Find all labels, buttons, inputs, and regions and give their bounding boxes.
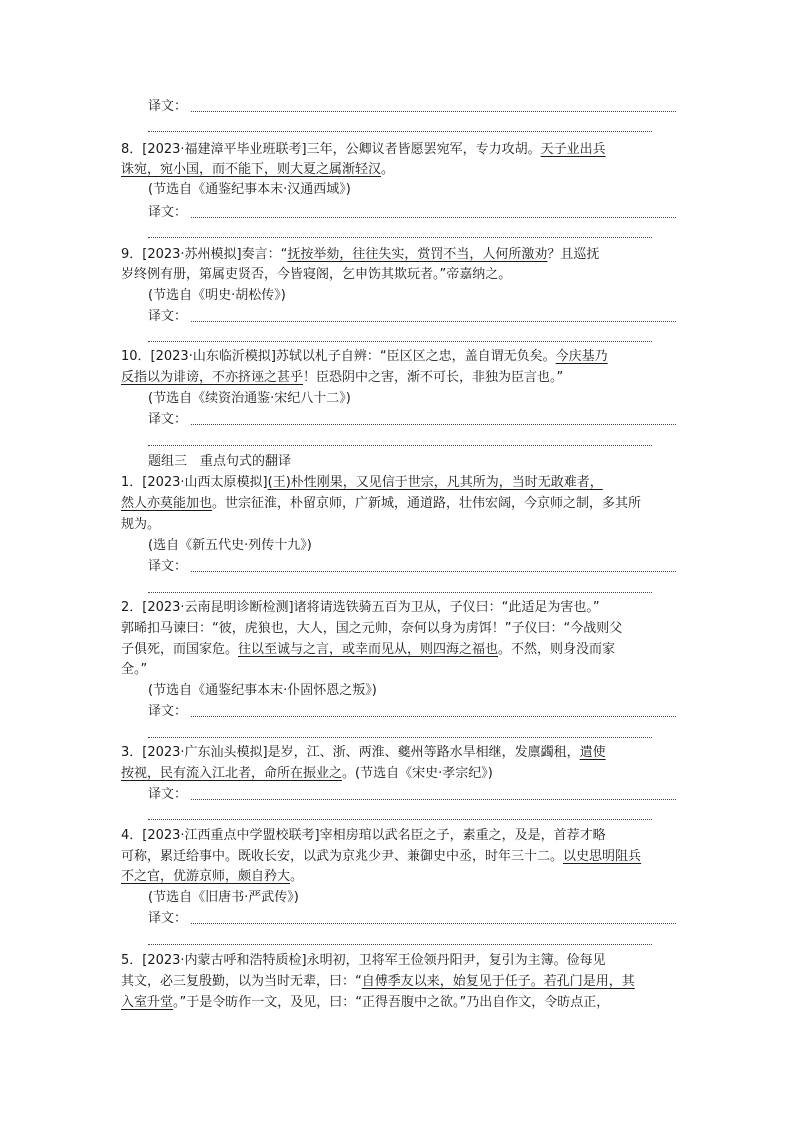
translation-label: 译文：: [148, 911, 188, 926]
s3-line-2: 按视，民有流入江北者，命所在振业之。(节选自《宋史·孝宗纪》): [121, 766, 493, 781]
underlined-sentence: 然人亦莫能加也: [121, 496, 213, 511]
answer-dotted-line: [148, 944, 652, 945]
s4-source: (节选自《旧唐书·严武传》): [148, 890, 299, 905]
q9-line-2: 岁终例有册，第属吏贤否，今皆寝阁，乞申饬其欺玩者。”帝嘉纳之。: [121, 267, 512, 282]
underlined-sentence: (王)朴性刚果，又见信于世宗，凡其所为，当时无敢难者，: [267, 475, 603, 490]
translation-label: 译文：: [148, 559, 188, 574]
translation-line: [148, 307, 676, 327]
answer-dotted-line: [148, 131, 652, 132]
translation-label: 译文：: [148, 787, 188, 802]
translation-line: [148, 785, 676, 805]
q9-line-1: 9．[2023·苏州模拟]奏言：“抚按举劾，往往失实，赏罚不当，人何所激劝？且巡抚: [121, 247, 600, 262]
translation-line: [148, 702, 676, 722]
underlined-sentence: 天子业出兵: [540, 142, 606, 157]
s4-line-2: 可称，累迁给事中。既收长安，以武为京兆少尹、兼御史中丞，时年三十二。以史思明阻兵: [121, 849, 642, 864]
translation-label: 译文：: [148, 205, 188, 220]
underlined-sentence: 遣使: [579, 745, 606, 760]
translation-label: 译文：: [148, 309, 188, 324]
translation-line: [148, 203, 676, 223]
answer-dotted-line: [191, 321, 676, 322]
q8-source: (节选自《通鉴纪事本末·汉通西域》): [148, 182, 351, 197]
q10-source: (节选自《续资治通鉴·宋纪八十二》): [148, 391, 351, 406]
s2-line-3: 子俱死，而国家危。往以至诚与之言，或幸而见从，则四海之福也。不然，则身没而家: [121, 642, 616, 657]
translation-label: 译文：: [148, 412, 188, 427]
s2-source: (节选自《通鉴纪事本末·仆固怀恩之叛》): [148, 683, 377, 698]
answer-dotted-line: [191, 217, 676, 218]
underlined-sentence: 按视，民有流入江北者，命所在振业之: [121, 766, 343, 781]
translation-line: [148, 557, 676, 577]
s2-line-1: 2．[2023·云南昆明诊断检测]诸将请选铁骑五百为卫从，子仪曰：“此适足为害也。”: [121, 600, 600, 615]
s2-line-4: 全。”: [121, 662, 148, 677]
s1-source: (选自《新五代史·列传十九》): [148, 538, 312, 553]
q8-line-2: 诛宛，宛小国，而不能下，则大夏之属渐轻汉。: [121, 162, 395, 177]
underlined-sentence: 不之官，优游京师，颇自矜大: [121, 869, 291, 884]
s3-line-1: 3．[2023·广东汕头模拟]是岁，江、浙、两淮、夔州等路水旱相继，发廪蠲租，遣使: [121, 745, 606, 760]
answer-dotted-line: [148, 445, 652, 446]
q10-line-1: 10．[2023·山东临沂模拟]苏轼以札子自辨：“臣区区之忠，盖自谓无负矣。今庆基乃: [121, 349, 608, 364]
underlined-sentence: 今庆基乃: [555, 349, 608, 364]
underlined-sentence: 诛宛，宛小国，而不能下，则大夏之属渐轻汉: [121, 162, 382, 177]
translation-label: 译文：: [148, 99, 188, 114]
s1-line-1: 1．[2023·山西太原模拟](王)朴性刚果，又见信于世宗，凡其所为，当时无敢难者，: [121, 475, 603, 490]
s5-line-1: 5．[2023·内蒙古呼和浩特质检]永明初，卫将军王俭领丹阳尹，复引为主簿。俭每见: [121, 953, 606, 968]
underlined-sentence: 以史思明阻兵: [563, 849, 642, 864]
translation-line: [148, 410, 676, 430]
s1-line-3: 规为。: [121, 517, 161, 532]
section-heading: 题组三 重点句式的翻译: [148, 454, 292, 469]
q9-source: (节选自《明史·胡松传》): [148, 288, 286, 303]
translation-label: 译文：: [148, 704, 188, 719]
q8-line-1: 8．[2023·福建漳平毕业班联考]三年，公卿议者皆愿罢宛军，专力攻胡。天子业出兵: [121, 142, 606, 157]
translation-line: [148, 97, 676, 117]
underlined-sentence: 自傅季友以来，始复见于任子。若孔门是用，其: [361, 974, 635, 989]
q10-line-2: 反指以为诽谤，不亦挤诬之甚乎！臣恐阴中之害，渐不可长，非独为臣言也。”: [121, 370, 564, 385]
answer-dotted-line: [148, 341, 652, 342]
answer-dotted-line: [148, 592, 652, 593]
answer-dotted-line: [148, 737, 652, 738]
answer-dotted-line: [191, 571, 676, 572]
answer-dotted-line: [191, 111, 676, 112]
s4-line-1: 4．[2023·江西重点中学盟校联考]宰相房琯以武名臣之子，素重之，及是，首荐才略: [121, 828, 606, 843]
s1-line-2: 然人亦莫能加也。世宗征淮，朴留京师，广新城，通道路，壮伟宏阔，今京师之制，多其所: [121, 496, 642, 511]
translation-line: [148, 909, 676, 929]
answer-dotted-line: [191, 716, 676, 717]
underlined-sentence: 反指以为诽谤，不亦挤诬之甚乎: [121, 370, 304, 385]
s2-line-2: 郭晞扣马谏曰：“彼，虎狼也，大人，国之元帅，奈何以身为虏饵！”子仪曰：“今战则父: [121, 621, 623, 636]
answer-dotted-line: [191, 799, 676, 800]
answer-dotted-line: [148, 819, 652, 820]
answer-dotted-line: [191, 923, 676, 924]
underlined-sentence: 抚按举劾，往往失实，赏罚不当，人何所激劝: [287, 247, 548, 262]
answer-dotted-line: [148, 237, 652, 238]
answer-dotted-line: [191, 424, 676, 425]
s4-line-3: 不之官，优游京师，颇自矜大。: [121, 869, 304, 884]
s5-line-3: 入室升堂。”于是令昉作一文，及见，曰：“正得吾腹中之欲。”乃出自作文，令昉点正，: [121, 995, 610, 1010]
underlined-sentence: 入室升堂: [121, 995, 174, 1010]
underlined-sentence: 往以至诚与之言，或幸而见从，则四海之福也: [238, 642, 499, 657]
s5-line-2: 其文，必三复殷勤，以为当时无辈，曰：“自傅季友以来，始复见于任子。若孔门是用，其: [121, 974, 635, 989]
